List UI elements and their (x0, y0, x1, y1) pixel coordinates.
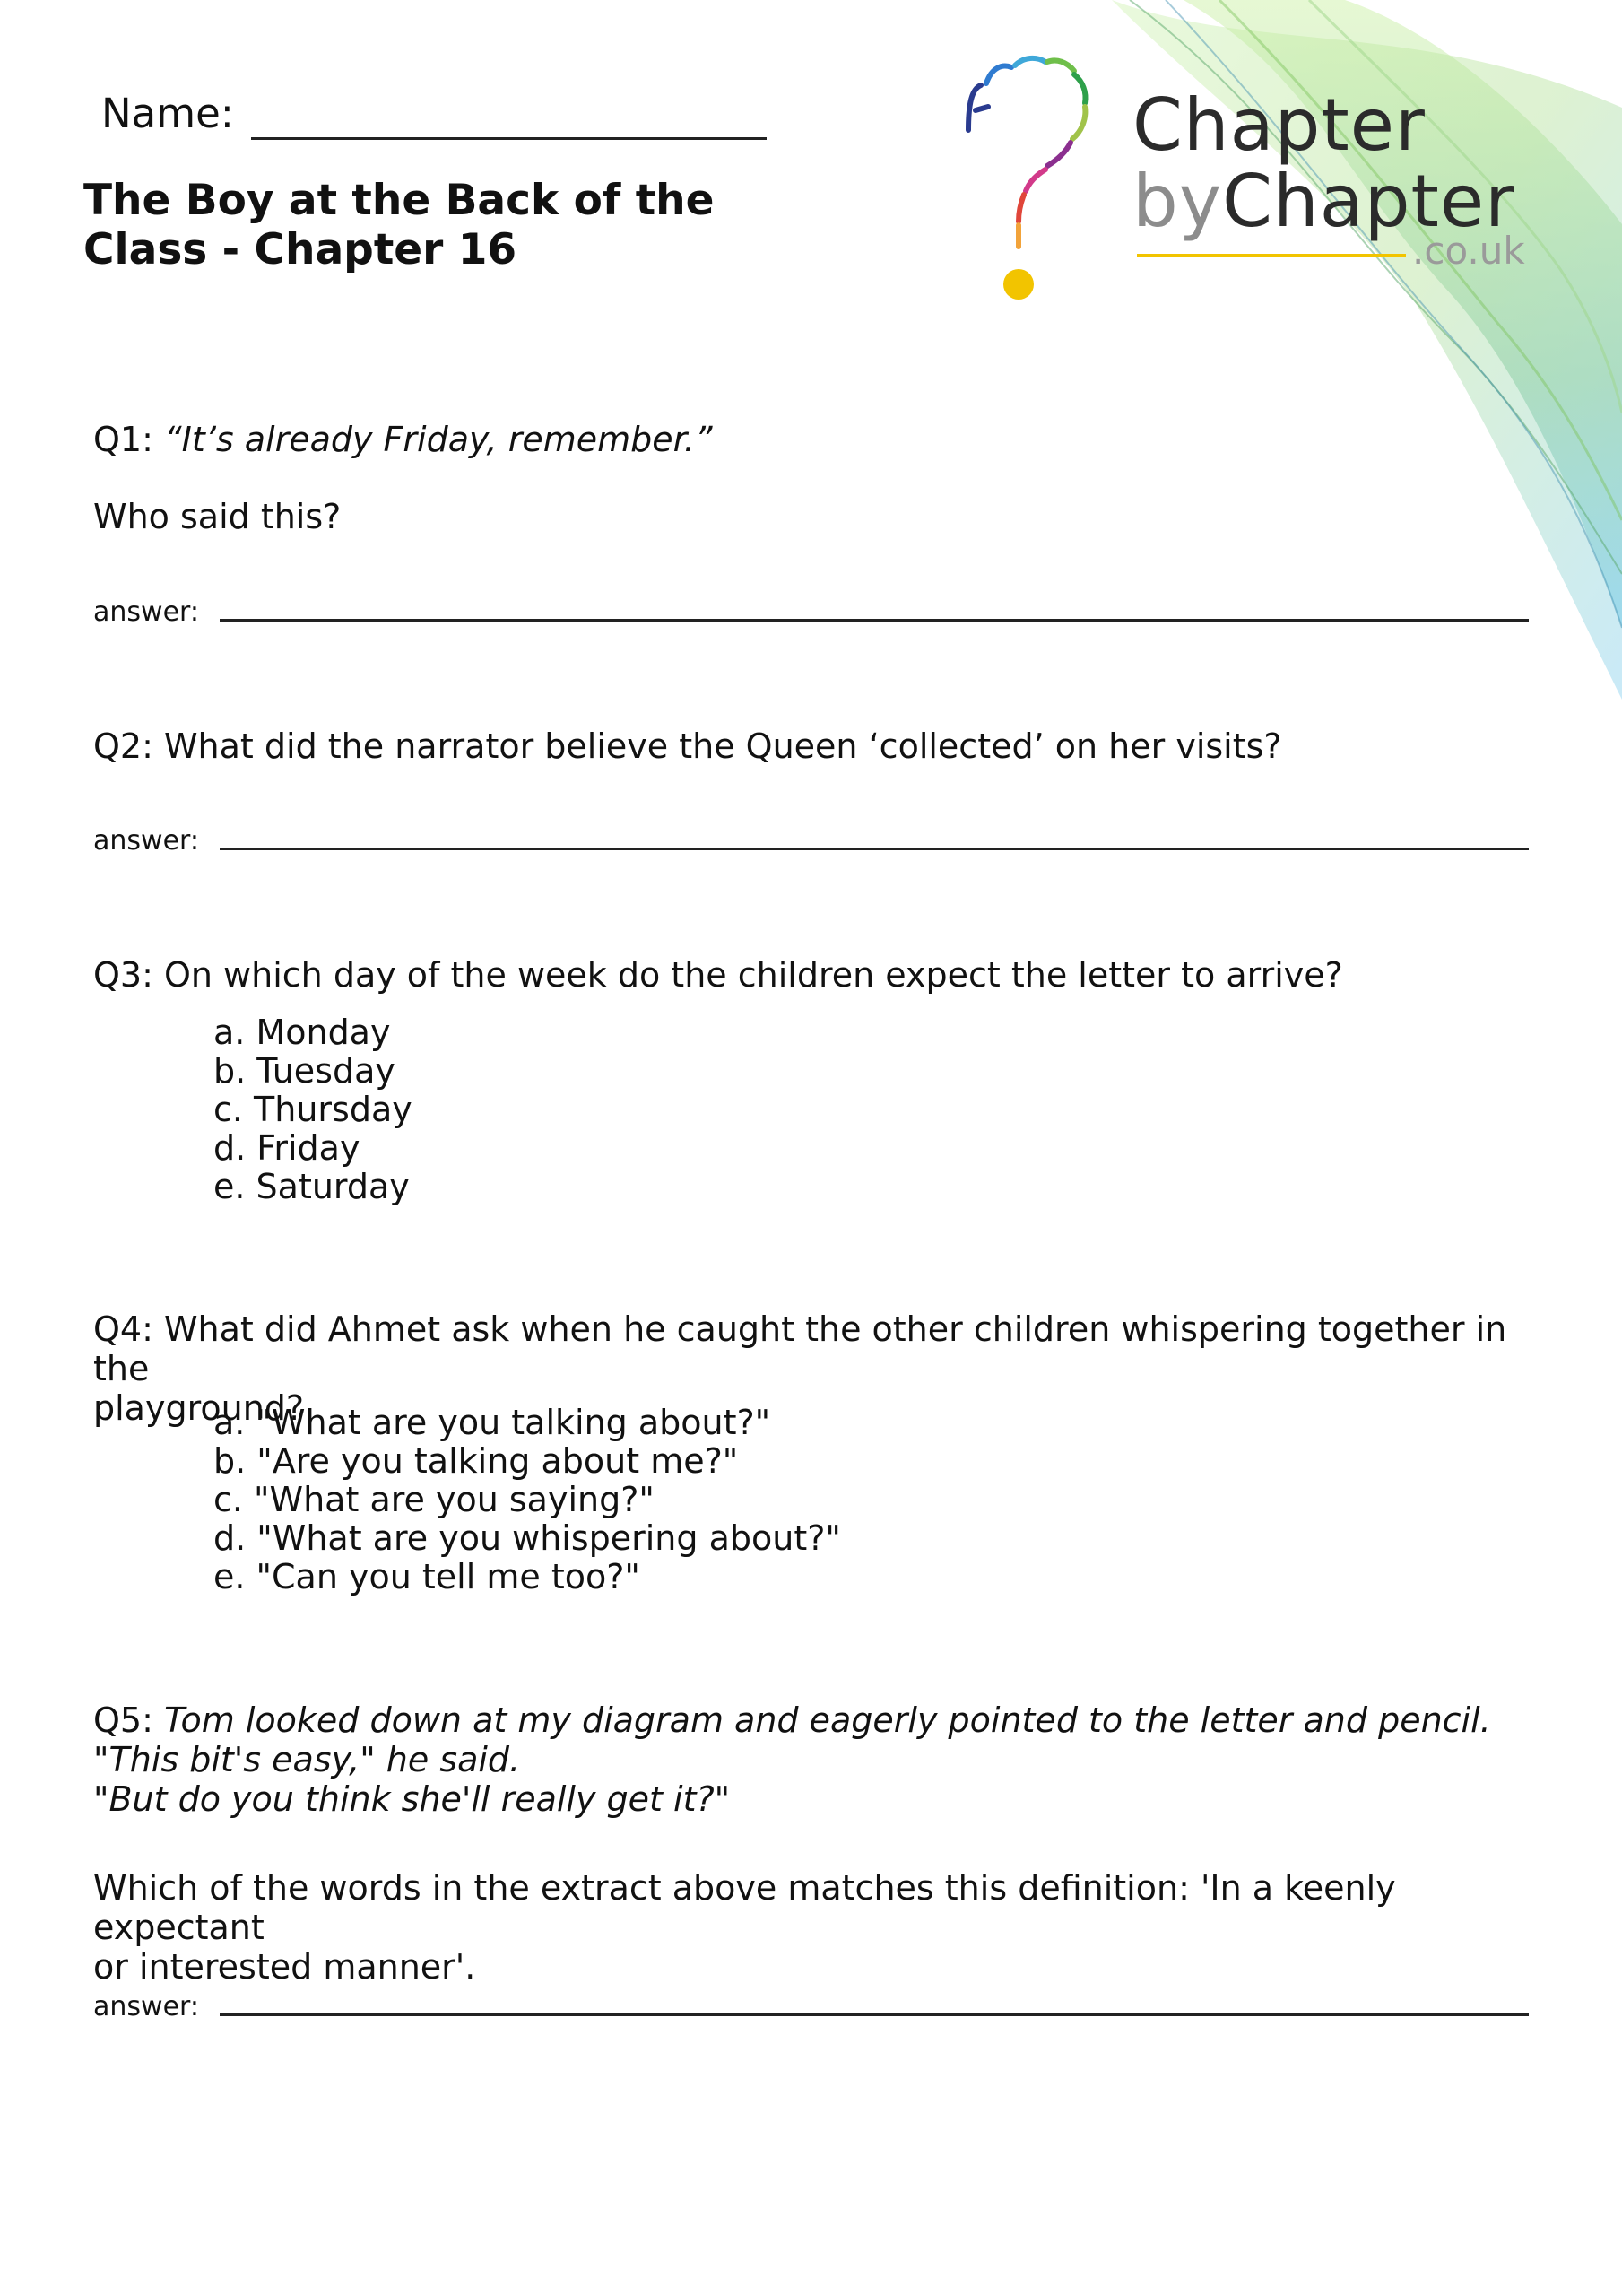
q2-answer-label: answer: (93, 825, 199, 857)
q5-prefix: Q5: (93, 1700, 153, 1740)
q4-option-e[interactable]: e. "Can you tell me too?" (213, 1557, 640, 1596)
q1-prefix: Q1: (93, 420, 153, 459)
q4-option-d[interactable]: d. "What are you whispering about?" (213, 1518, 841, 1558)
q5-extract-line-3: "But do you think she'll really get it?" (93, 1779, 731, 1819)
q5-extract-line-2: "This bit's easy," he said. (93, 1740, 521, 1779)
brand-chapter-text: Chapter (1132, 83, 1426, 167)
q1-quote: “It’s already Friday, remember.” (163, 420, 713, 459)
q4-option-a[interactable]: a. "What are you talking about?" (213, 1403, 771, 1442)
worksheet-title (83, 176, 765, 274)
q5-prompt-line-2: or interested manner'. (93, 1947, 476, 1987)
book-question-mark-icon (959, 49, 1125, 309)
q5-answer-label: answer: (93, 1991, 199, 2022)
title-line-2: Class - Chapter 16 (83, 225, 517, 274)
q3-option-d[interactable]: d. Friday (213, 1128, 360, 1168)
q3-text: Q3: On which day of the week do the children expect the letter to arrive? (93, 955, 1343, 995)
q5-answer-field[interactable] (220, 2013, 1529, 2016)
brand-chapter-2-text: Chapter (1222, 160, 1515, 243)
q1-answer-label: answer: (93, 596, 199, 628)
q4-text-line-1: Q4: What did Ahmet ask when he caught the other children whispering together in the (93, 1309, 1507, 1388)
brand-by-text: by (1132, 160, 1223, 243)
q5-extract (93, 1700, 1546, 1819)
name-label: Name: (101, 90, 234, 137)
q3-option-c[interactable]: c. Thursday (213, 1090, 412, 1129)
q2-answer-field[interactable] (220, 848, 1529, 850)
q5-extract-text-1: Tom looked down at my diagram and eagerly pointed to the letter and pencil. (163, 1700, 1491, 1740)
q3-options (213, 1013, 412, 1206)
q2-text: Q2: What did the narrator believe the Queen ‘collected’ on her visits? (93, 726, 1282, 766)
name-field[interactable] (251, 137, 767, 140)
q5-prompt-line-1: Which of the words in the extract above matches this definition: 'In a keenly expectant (93, 1868, 1396, 1947)
q4-option-b[interactable]: b. "Are you talking about me?" (213, 1441, 739, 1481)
brand-domain-text: .co.uk (1412, 229, 1525, 273)
q4-option-c[interactable]: c. "What are you saying?" (213, 1480, 655, 1519)
brand-underline (1137, 254, 1406, 257)
q5-prompt (93, 1868, 1546, 1987)
q4-text-line-2: playground? (93, 1388, 305, 1428)
q4-options (213, 1404, 841, 1596)
brand-bychapter-text (1132, 160, 1515, 243)
q3-option-a[interactable]: a. Monday (213, 1013, 391, 1052)
title-line-1: The Boy at the Back of the (83, 176, 715, 225)
q1-quote-line (93, 420, 1546, 459)
q1-prompt: Who said this? (93, 497, 342, 536)
q3-option-b[interactable]: b. Tuesday (213, 1051, 395, 1091)
q5-extract-line-1 (93, 1700, 1546, 1740)
q3-option-e[interactable]: e. Saturday (213, 1167, 410, 1206)
q1-answer-field[interactable] (220, 619, 1529, 622)
